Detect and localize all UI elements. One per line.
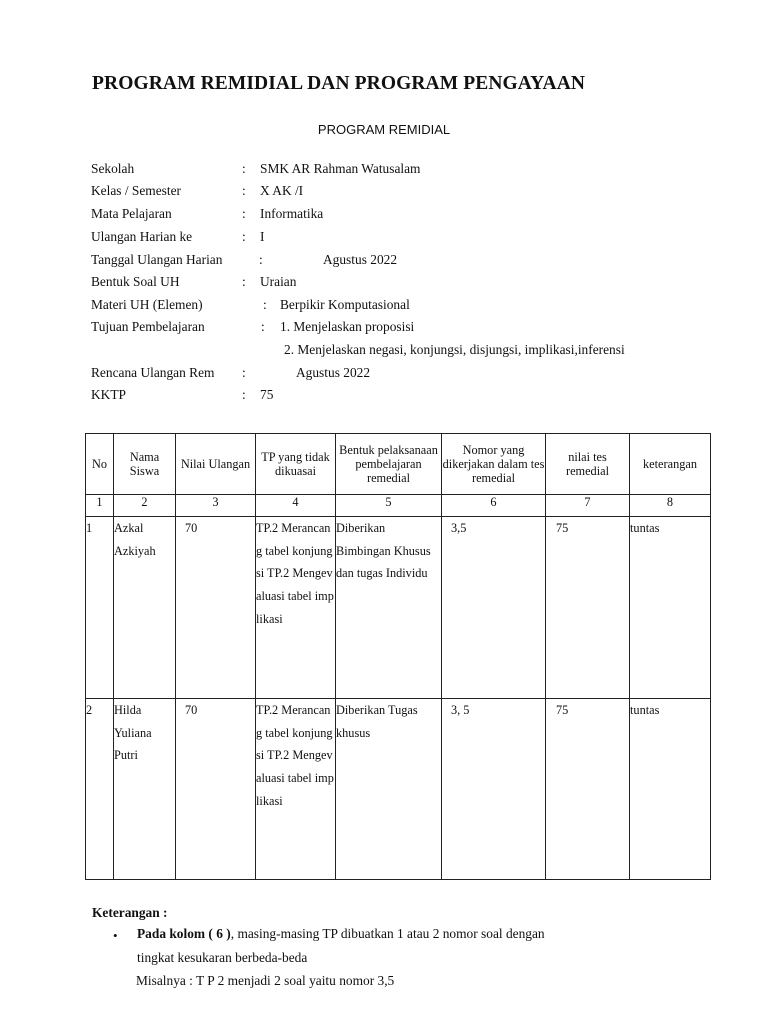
info-value: I bbox=[260, 229, 265, 244]
info-label: Tanggal Ulangan Harian bbox=[91, 252, 223, 267]
remedial-table bbox=[85, 433, 711, 880]
info-colon: : bbox=[242, 274, 246, 289]
column-number: 7 bbox=[546, 495, 630, 517]
header-nilai-remedial: nilai tes remedial bbox=[546, 434, 630, 495]
note-line-3: Misalnya : T P 2 menjadi 2 soal yaitu nomor 3,5 bbox=[136, 973, 395, 988]
column-number: 2 bbox=[114, 495, 176, 517]
info-value: 75 bbox=[260, 387, 274, 402]
info-label: Mata Pelajaran bbox=[91, 206, 172, 221]
header-tp: TP yang tidak dikuasai bbox=[256, 434, 336, 495]
info-value: 2. Menjelaskan negasi, konjungsi, disjungsi, implikasi,inferensi bbox=[284, 342, 625, 357]
info-value: 1. Menjelaskan proposisi bbox=[280, 319, 415, 334]
header-no: No bbox=[86, 434, 114, 495]
info-colon: : bbox=[242, 387, 246, 402]
info-label: KKTP bbox=[91, 387, 126, 402]
note-line-1 bbox=[137, 926, 545, 942]
note-text: , masing-masing TP dibuatkan 1 atau 2 nomor soal dengan bbox=[230, 926, 545, 941]
cell-no: 2 bbox=[86, 699, 114, 880]
info-colon: : bbox=[263, 297, 267, 312]
column-number-row bbox=[86, 495, 711, 517]
column-number: 5 bbox=[336, 495, 442, 517]
table-row bbox=[86, 517, 711, 699]
header-nilai-ulangan: Nilai Ulangan bbox=[176, 434, 256, 495]
bullet-icon: • bbox=[113, 928, 118, 943]
column-number: 4 bbox=[256, 495, 336, 517]
info-colon: : bbox=[242, 365, 246, 380]
column-number: 6 bbox=[442, 495, 546, 517]
info-label: Ulangan Harian ke bbox=[91, 229, 193, 244]
info-value: Informatika bbox=[260, 206, 324, 221]
header-nama-siswa: Nama Siswa bbox=[114, 434, 176, 495]
column-number: 8 bbox=[630, 495, 711, 517]
info-label: Kelas / Semester bbox=[91, 183, 181, 198]
note-line-2: tingkat kesukaran berbeda-beda bbox=[137, 950, 308, 965]
info-colon: : bbox=[242, 229, 246, 244]
info-label: Materi UH (Elemen) bbox=[91, 297, 203, 312]
column-number: 3 bbox=[176, 495, 256, 517]
cell-keterangan: tuntas bbox=[630, 699, 711, 880]
info-colon: : bbox=[259, 252, 263, 267]
cell-nama: Azkal Azkiyah bbox=[114, 517, 176, 699]
cell-tp: TP.2 Merancang tabel konjungsi TP.2 Mengevaluasi tabel implikasi bbox=[256, 517, 336, 699]
cell-keterangan: tuntas bbox=[630, 517, 711, 699]
main-title: PROGRAM REMIDIAL DAN PROGRAM PENGAYAAN bbox=[92, 73, 586, 94]
info-value: Berpikir Komputasional bbox=[280, 297, 410, 312]
cell-bentuk: Diberikan Bimbingan Khusus dan tugas Individu bbox=[336, 517, 442, 699]
info-value: SMK AR Rahman Watusalam bbox=[260, 161, 421, 176]
info-colon: : bbox=[242, 161, 246, 176]
info-colon: : bbox=[242, 206, 246, 221]
info-label: Bentuk Soal UH bbox=[91, 274, 180, 289]
header-nomor: Nomor yang dikerjakan dalam tes remedial bbox=[442, 434, 546, 495]
info-value: Agustus 2022 bbox=[296, 365, 371, 380]
info-colon: : bbox=[261, 319, 265, 334]
note-bold: Pada kolom ( 6 ) bbox=[137, 926, 231, 941]
header-keterangan: keterangan bbox=[630, 434, 711, 495]
info-value: X AK /I bbox=[260, 183, 304, 198]
info-value: Uraian bbox=[260, 274, 297, 289]
cell-nilai-remedial: 75 bbox=[546, 699, 630, 880]
info-label: Tujuan Pembelajaran bbox=[91, 319, 205, 334]
table-header-row bbox=[86, 434, 711, 495]
cell-tp: TP.2 Merancang tabel konjungsi TP.2 Mengevaluasi tabel implikasi bbox=[256, 699, 336, 880]
info-label: Sekolah bbox=[91, 161, 135, 176]
cell-nomor: 3, 5 bbox=[442, 699, 546, 880]
cell-nomor: 3,5 bbox=[442, 517, 546, 699]
sub-title: PROGRAM REMIDIAL bbox=[317, 122, 451, 137]
cell-bentuk: Diberikan Tugas khusus bbox=[336, 699, 442, 880]
column-number: 1 bbox=[86, 495, 114, 517]
cell-nilai: 70 bbox=[176, 517, 256, 699]
cell-no: 1 bbox=[86, 517, 114, 699]
cell-nilai: 70 bbox=[176, 699, 256, 880]
cell-nama: Hilda Yuliana Putri bbox=[114, 699, 176, 880]
info-label: Rencana Ulangan Rem bbox=[91, 365, 215, 380]
cell-nilai-remedial: 75 bbox=[546, 517, 630, 699]
keterangan-heading: Keterangan : bbox=[92, 905, 168, 920]
header-bentuk: Bentuk pelaksanaan pembelajaran remedial bbox=[336, 434, 442, 495]
table-row bbox=[86, 699, 711, 880]
info-value: Agustus 2022 bbox=[323, 252, 398, 267]
info-colon: : bbox=[242, 183, 246, 198]
